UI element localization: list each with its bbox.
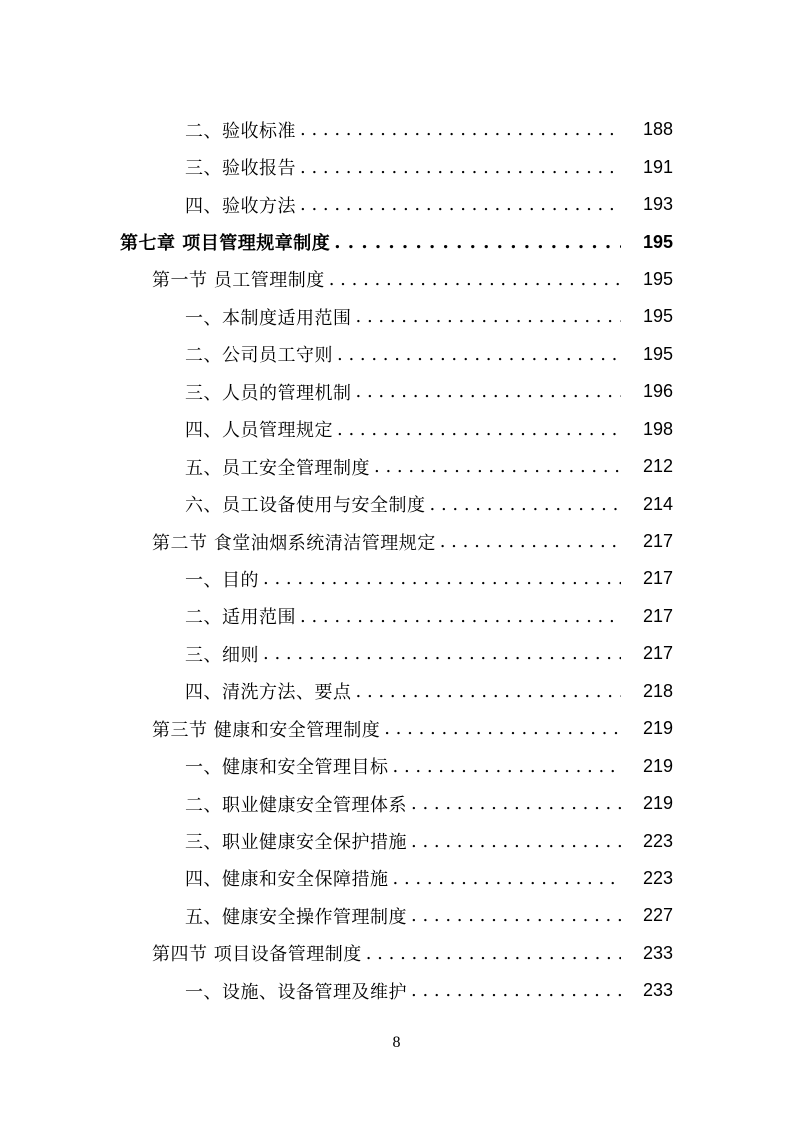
toc-entry-page: 233 bbox=[642, 942, 673, 963]
toc-entry-page: 195 bbox=[642, 268, 673, 289]
toc-entry-page: 217 bbox=[642, 605, 673, 626]
toc-dot-leader bbox=[300, 119, 621, 140]
toc-entry-title: 六、员工设备使用与安全制度 bbox=[185, 495, 426, 517]
toc-entry-title: 二、职业健康安全管理体系 bbox=[185, 794, 407, 816]
toc-item-entry[interactable] bbox=[0, 897, 793, 934]
toc-entry-page: 195 bbox=[642, 306, 673, 327]
toc-entry-page: 193 bbox=[642, 194, 673, 215]
toc-item-entry[interactable] bbox=[0, 373, 793, 410]
toc-chapter-entry[interactable] bbox=[0, 223, 793, 260]
toc-section-entry[interactable] bbox=[0, 523, 793, 560]
toc-dot-leader bbox=[337, 419, 621, 440]
toc-entry-title: 一、目的 bbox=[185, 569, 259, 591]
table-of-contents bbox=[0, 111, 793, 1010]
toc-item-entry[interactable] bbox=[0, 411, 793, 448]
toc-entry-title: 四、健康和安全保障措施 bbox=[185, 869, 389, 891]
toc-entry-page: 217 bbox=[642, 643, 673, 664]
toc-entry-title: 一、健康和安全管理目标 bbox=[185, 757, 389, 779]
toc-entry-page: 227 bbox=[642, 905, 673, 926]
toc-entry-page: 195 bbox=[642, 343, 673, 364]
toc-dot-leader bbox=[356, 681, 622, 702]
toc-dot-leader bbox=[356, 381, 622, 402]
toc-entry-page: 212 bbox=[642, 456, 673, 477]
toc-dot-leader bbox=[411, 905, 621, 926]
toc-item-entry[interactable] bbox=[0, 860, 793, 897]
toc-dot-leader bbox=[393, 756, 622, 777]
toc-entry-title: 四、验收方法 bbox=[185, 195, 296, 217]
toc-dot-leader bbox=[366, 943, 621, 964]
toc-entry-page: 217 bbox=[642, 531, 673, 552]
toc-item-entry[interactable] bbox=[0, 111, 793, 148]
toc-entry-title: 四、清洗方法、要点 bbox=[185, 682, 352, 704]
toc-entry-page: 219 bbox=[642, 755, 673, 776]
toc-dot-leader bbox=[440, 531, 621, 552]
toc-entry-title: 三、细则 bbox=[185, 644, 259, 666]
toc-entry-page: 195 bbox=[642, 231, 673, 252]
toc-entry-page: 198 bbox=[642, 418, 673, 439]
toc-dot-leader bbox=[334, 232, 621, 253]
toc-dot-leader bbox=[263, 643, 621, 664]
toc-entry-title: 一、本制度适用范围 bbox=[185, 307, 352, 329]
toc-dot-leader bbox=[300, 606, 621, 627]
toc-entry-title: 一、设施、设备管理及维护 bbox=[185, 981, 407, 1003]
toc-entry-title: 三、人员的管理机制 bbox=[185, 382, 352, 404]
toc-entry-title: 第三节 健康和安全管理制度 bbox=[152, 719, 381, 741]
toc-item-entry[interactable] bbox=[0, 448, 793, 485]
toc-entry-page: 217 bbox=[642, 568, 673, 589]
toc-dot-leader bbox=[300, 194, 621, 215]
toc-section-entry[interactable] bbox=[0, 710, 793, 747]
toc-item-entry[interactable] bbox=[0, 785, 793, 822]
toc-item-entry[interactable] bbox=[0, 673, 793, 710]
toc-dot-leader bbox=[411, 980, 621, 1001]
toc-entry-title: 第二节 食堂油烟系统清洁管理规定 bbox=[152, 532, 436, 554]
toc-item-entry[interactable] bbox=[0, 635, 793, 672]
page-number: 8 bbox=[392, 1034, 401, 1051]
toc-entry-page: 196 bbox=[642, 381, 673, 402]
toc-dot-leader bbox=[411, 831, 621, 852]
toc-dot-leader bbox=[374, 456, 621, 477]
toc-entry-title: 二、验收标准 bbox=[185, 120, 296, 142]
toc-dot-leader bbox=[337, 344, 621, 365]
toc-dot-leader bbox=[430, 494, 622, 515]
toc-entry-title: 三、验收报告 bbox=[185, 158, 296, 180]
toc-item-entry[interactable] bbox=[0, 336, 793, 373]
toc-entry-title: 第一节 员工管理制度 bbox=[152, 270, 325, 292]
toc-item-entry[interactable] bbox=[0, 747, 793, 784]
toc-item-entry[interactable] bbox=[0, 298, 793, 335]
toc-entry-page: 223 bbox=[642, 830, 673, 851]
toc-entry-title: 第四节 项目设备管理制度 bbox=[152, 944, 362, 966]
toc-entry-title: 二、适用范围 bbox=[185, 607, 296, 629]
toc-entry-page: 219 bbox=[642, 718, 673, 739]
toc-item-entry[interactable] bbox=[0, 560, 793, 597]
toc-dot-leader bbox=[300, 157, 621, 178]
toc-entry-title: 第七章 项目管理规章制度 bbox=[120, 233, 331, 255]
toc-dot-leader bbox=[329, 269, 621, 290]
toc-entry-page: 223 bbox=[642, 867, 673, 888]
toc-entry-page: 191 bbox=[642, 156, 673, 177]
toc-section-entry[interactable] bbox=[0, 935, 793, 972]
toc-item-entry[interactable] bbox=[0, 485, 793, 522]
toc-entry-title: 二、公司员工守则 bbox=[185, 345, 333, 367]
toc-item-entry[interactable] bbox=[0, 598, 793, 635]
toc-dot-leader bbox=[263, 568, 621, 589]
toc-item-entry[interactable] bbox=[0, 186, 793, 223]
toc-entry-page: 188 bbox=[642, 119, 673, 140]
toc-entry-page: 233 bbox=[642, 980, 673, 1001]
toc-section-entry[interactable] bbox=[0, 261, 793, 298]
toc-entry-title: 四、人员管理规定 bbox=[185, 420, 333, 442]
toc-dot-leader bbox=[411, 793, 621, 814]
toc-entry-title: 五、员工安全管理制度 bbox=[185, 457, 370, 479]
toc-dot-leader bbox=[384, 718, 621, 739]
toc-entry-title: 五、健康安全操作管理制度 bbox=[185, 906, 407, 928]
toc-item-entry[interactable] bbox=[0, 822, 793, 859]
toc-dot-leader bbox=[356, 306, 622, 327]
toc-entry-page: 218 bbox=[642, 680, 673, 701]
toc-item-entry[interactable] bbox=[0, 148, 793, 185]
toc-item-entry[interactable] bbox=[0, 972, 793, 1009]
toc-entry-title: 三、职业健康安全保护措施 bbox=[185, 832, 407, 854]
toc-dot-leader bbox=[393, 868, 622, 889]
toc-entry-page: 214 bbox=[642, 493, 673, 514]
toc-entry-page: 219 bbox=[642, 793, 673, 814]
